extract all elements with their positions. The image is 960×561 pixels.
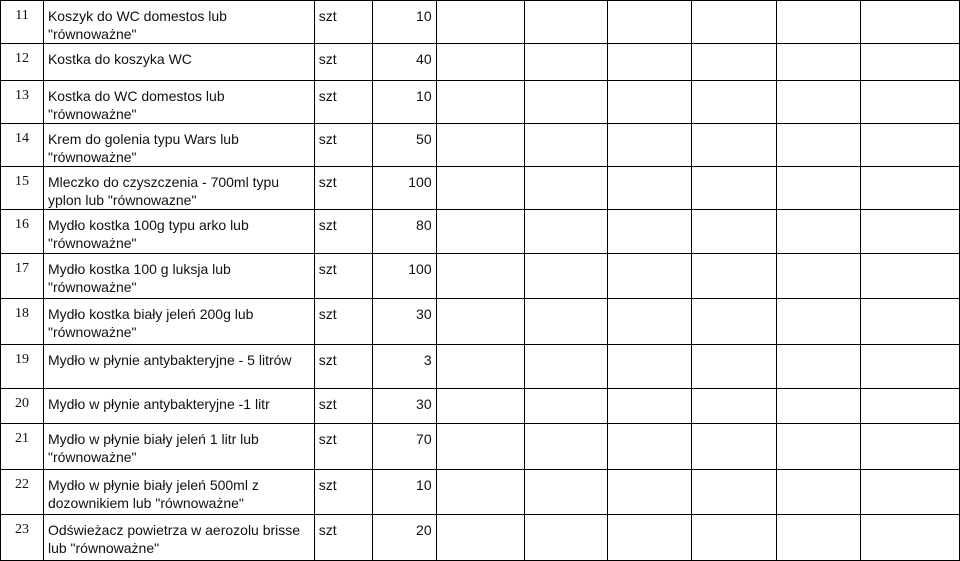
empty-cell (861, 1, 960, 44)
empty-cell (861, 124, 960, 167)
empty-cell (608, 44, 692, 81)
quantity: 100 (372, 254, 436, 299)
product-name: Mydło kostka 100g typu arko lub "równoważne" (43, 210, 314, 254)
empty-cell (436, 44, 524, 81)
empty-cell (436, 470, 524, 515)
empty-cell (436, 515, 524, 561)
empty-cell (777, 81, 861, 124)
product-name: Mleczko do czyszczenia - 700ml typu yplon lub "równowazne" (43, 167, 314, 210)
empty-cell (436, 1, 524, 44)
empty-cell (777, 124, 861, 167)
row-number: 19 (1, 345, 44, 389)
empty-cell (692, 470, 777, 515)
empty-cell (692, 389, 777, 424)
quantity: 30 (372, 299, 436, 345)
empty-cell (692, 124, 777, 167)
empty-cell (524, 389, 608, 424)
table-body (1, 1, 960, 561)
product-name: Mydło kostka 100 g luksja lub "równoważne" (43, 254, 314, 299)
empty-cell (777, 389, 861, 424)
empty-cell (861, 389, 960, 424)
row-number: 21 (1, 424, 44, 470)
product-name: Krem do golenia typu Wars lub "równoważne" (43, 124, 314, 167)
empty-cell (436, 210, 524, 254)
empty-cell (777, 424, 861, 470)
table-row (1, 299, 960, 345)
row-number: 12 (1, 44, 44, 81)
quantity: 10 (372, 81, 436, 124)
unit: szt (314, 470, 372, 515)
empty-cell (692, 254, 777, 299)
quantity: 40 (372, 44, 436, 81)
quantity: 3 (372, 345, 436, 389)
table-row (1, 1, 960, 44)
empty-cell (777, 345, 861, 389)
empty-cell (777, 44, 861, 81)
table-row (1, 424, 960, 470)
unit: szt (314, 389, 372, 424)
empty-cell (608, 1, 692, 44)
empty-cell (524, 299, 608, 345)
empty-cell (861, 254, 960, 299)
unit: szt (314, 81, 372, 124)
unit: szt (314, 1, 372, 44)
empty-cell (608, 424, 692, 470)
empty-cell (692, 210, 777, 254)
empty-cell (692, 44, 777, 81)
empty-cell (608, 254, 692, 299)
row-number: 17 (1, 254, 44, 299)
empty-cell (524, 254, 608, 299)
empty-cell (524, 44, 608, 81)
empty-cell (436, 345, 524, 389)
table-row (1, 124, 960, 167)
product-name: Mydło w płynie antybakteryjne -1 litr (43, 389, 314, 424)
empty-cell (608, 210, 692, 254)
empty-cell (436, 389, 524, 424)
empty-cell (861, 424, 960, 470)
empty-cell (861, 81, 960, 124)
empty-cell (692, 1, 777, 44)
row-number: 16 (1, 210, 44, 254)
empty-cell (777, 515, 861, 561)
row-number: 22 (1, 470, 44, 515)
table-row (1, 470, 960, 515)
empty-cell (436, 424, 524, 470)
empty-cell (777, 167, 861, 210)
quantity: 10 (372, 470, 436, 515)
row-number: 23 (1, 515, 44, 561)
empty-cell (861, 515, 960, 561)
empty-cell (608, 389, 692, 424)
empty-cell (524, 470, 608, 515)
empty-cell (436, 124, 524, 167)
row-number: 14 (1, 124, 44, 167)
empty-cell (608, 81, 692, 124)
empty-cell (524, 167, 608, 210)
product-name: Koszyk do WC domestos lub "równoważne" (43, 1, 314, 44)
product-name: Odświeżacz powietrza w aerozolu brisse lub "równoważne" (43, 515, 314, 561)
empty-cell (692, 299, 777, 345)
row-number: 15 (1, 167, 44, 210)
table-row (1, 210, 960, 254)
table-row (1, 254, 960, 299)
table-row (1, 81, 960, 124)
empty-cell (608, 167, 692, 210)
table-row (1, 44, 960, 81)
empty-cell (692, 167, 777, 210)
unit: szt (314, 515, 372, 561)
row-number: 20 (1, 389, 44, 424)
product-name: Mydło w płynie biały jeleń 1 litr lub "równoważne" (43, 424, 314, 470)
empty-cell (777, 470, 861, 515)
unit: szt (314, 299, 372, 345)
empty-cell (861, 210, 960, 254)
empty-cell (608, 470, 692, 515)
empty-cell (777, 254, 861, 299)
product-name: Kostka do koszyka WC (43, 44, 314, 81)
empty-cell (524, 424, 608, 470)
quantity: 80 (372, 210, 436, 254)
quantity: 30 (372, 389, 436, 424)
empty-cell (524, 1, 608, 44)
empty-cell (777, 210, 861, 254)
empty-cell (692, 424, 777, 470)
quantity: 50 (372, 124, 436, 167)
product-name: Mydło kostka biały jeleń 200g lub "równoważne" (43, 299, 314, 345)
table-row (1, 389, 960, 424)
empty-cell (861, 299, 960, 345)
empty-cell (608, 299, 692, 345)
product-name: Mydło w płynie antybakteryjne - 5 litrów (43, 345, 314, 389)
unit: szt (314, 44, 372, 81)
empty-cell (436, 254, 524, 299)
quantity: 10 (372, 1, 436, 44)
empty-cell (524, 345, 608, 389)
empty-cell (861, 44, 960, 81)
empty-cell (524, 210, 608, 254)
empty-cell (692, 515, 777, 561)
empty-cell (777, 1, 861, 44)
quantity: 20 (372, 515, 436, 561)
unit: szt (314, 124, 372, 167)
table-row (1, 345, 960, 389)
quantity: 100 (372, 167, 436, 210)
product-name: Kostka do WC domestos lub "równoważne" (43, 81, 314, 124)
empty-cell (608, 515, 692, 561)
empty-cell (436, 167, 524, 210)
empty-cell (608, 124, 692, 167)
empty-cell (861, 470, 960, 515)
unit: szt (314, 167, 372, 210)
empty-cell (524, 515, 608, 561)
unit: szt (314, 424, 372, 470)
quantity: 70 (372, 424, 436, 470)
empty-cell (861, 345, 960, 389)
empty-cell (692, 345, 777, 389)
row-number: 13 (1, 81, 44, 124)
empty-cell (692, 81, 777, 124)
empty-cell (524, 81, 608, 124)
row-number: 11 (1, 1, 44, 44)
row-number: 18 (1, 299, 44, 345)
product-name: Mydło w płynie biały jeleń 500ml z dozownikiem lub "równoważne" (43, 470, 314, 515)
empty-cell (861, 167, 960, 210)
table-row (1, 515, 960, 561)
unit: szt (314, 210, 372, 254)
table-row (1, 167, 960, 210)
empty-cell (777, 299, 861, 345)
empty-cell (524, 124, 608, 167)
empty-cell (436, 299, 524, 345)
unit: szt (314, 254, 372, 299)
unit: szt (314, 345, 372, 389)
empty-cell (436, 81, 524, 124)
empty-cell (608, 345, 692, 389)
